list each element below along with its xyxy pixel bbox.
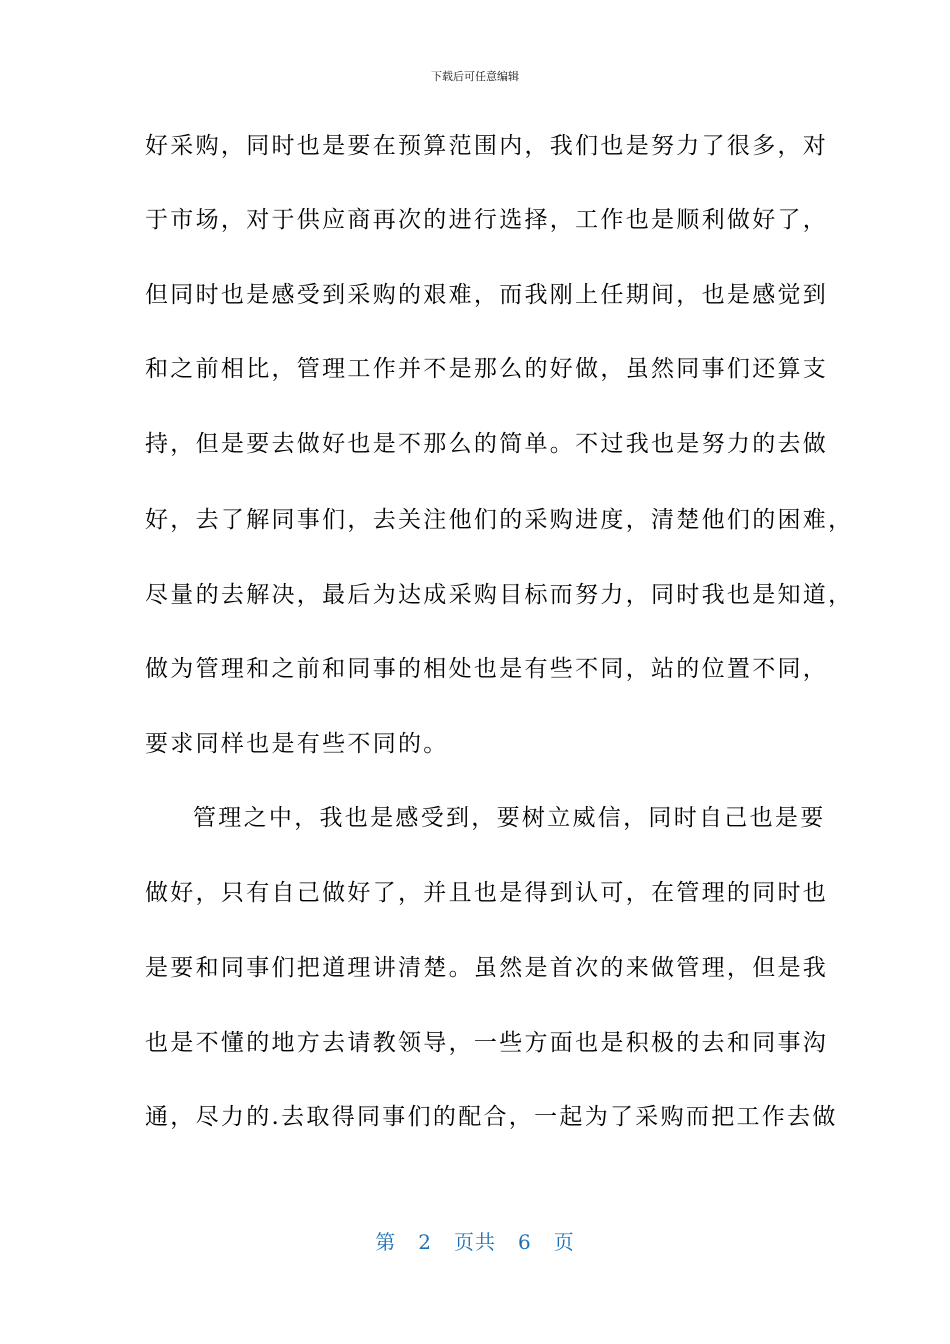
- text-line: 于市场，对于供应商再次的进行选择，工作也是顺利做好了，: [145, 207, 829, 233]
- text-line: 和之前相比，管理工作并不是那么的好做，虽然同事们还算支: [145, 356, 829, 382]
- text-line: 好采购，同时也是要在预算范围内，我们也是努力了很多，对: [145, 133, 829, 159]
- text-line: 要求同样也是有些不同的。: [145, 731, 449, 757]
- paragraph-first-line: 管理之中，我也是感受到，要树立威信，同时自己也是要: [193, 805, 826, 831]
- text-line: 持，但是要去做好也是不那么的简单。不过我也是努力的去做: [145, 431, 829, 457]
- download-note: 下载后可任意编辑: [431, 70, 519, 83]
- page-number-footer: [0, 1226, 950, 1255]
- text-line: 通，尽力的.去取得同事们的配合，一起为了采购而把工作去做: [145, 1104, 838, 1130]
- text-line: 也是不懂的地方去请教领导，一些方面也是积极的去和同事沟: [145, 1030, 829, 1056]
- footer-suffix: 页: [553, 1230, 575, 1254]
- total-pages-number: 6: [518, 1230, 532, 1254]
- footer-middle: 页共: [454, 1230, 496, 1254]
- text-line: 是要和同事们把道理讲清楚。虽然是首次的来做管理，但是我: [145, 955, 829, 981]
- text-line: 但同时也是感受到采购的艰难，而我刚上任期间，也是感觉到: [145, 282, 829, 308]
- current-page-number: 2: [418, 1230, 432, 1254]
- text-line: 做为管理和之前和同事的相处也是有些不同，站的位置不同，: [145, 656, 829, 682]
- text-line: 好，去了解同事们，去关注他们的采购进度，清楚他们的困难，: [145, 507, 854, 533]
- text-line: 尽量的去解决，最后为达成采购目标而努力，同时我也是知道，: [145, 582, 854, 608]
- footer-prefix: 第: [375, 1230, 397, 1254]
- text-line: 做好，只有自己做好了，并且也是得到认可，在管理的同时也: [145, 880, 829, 906]
